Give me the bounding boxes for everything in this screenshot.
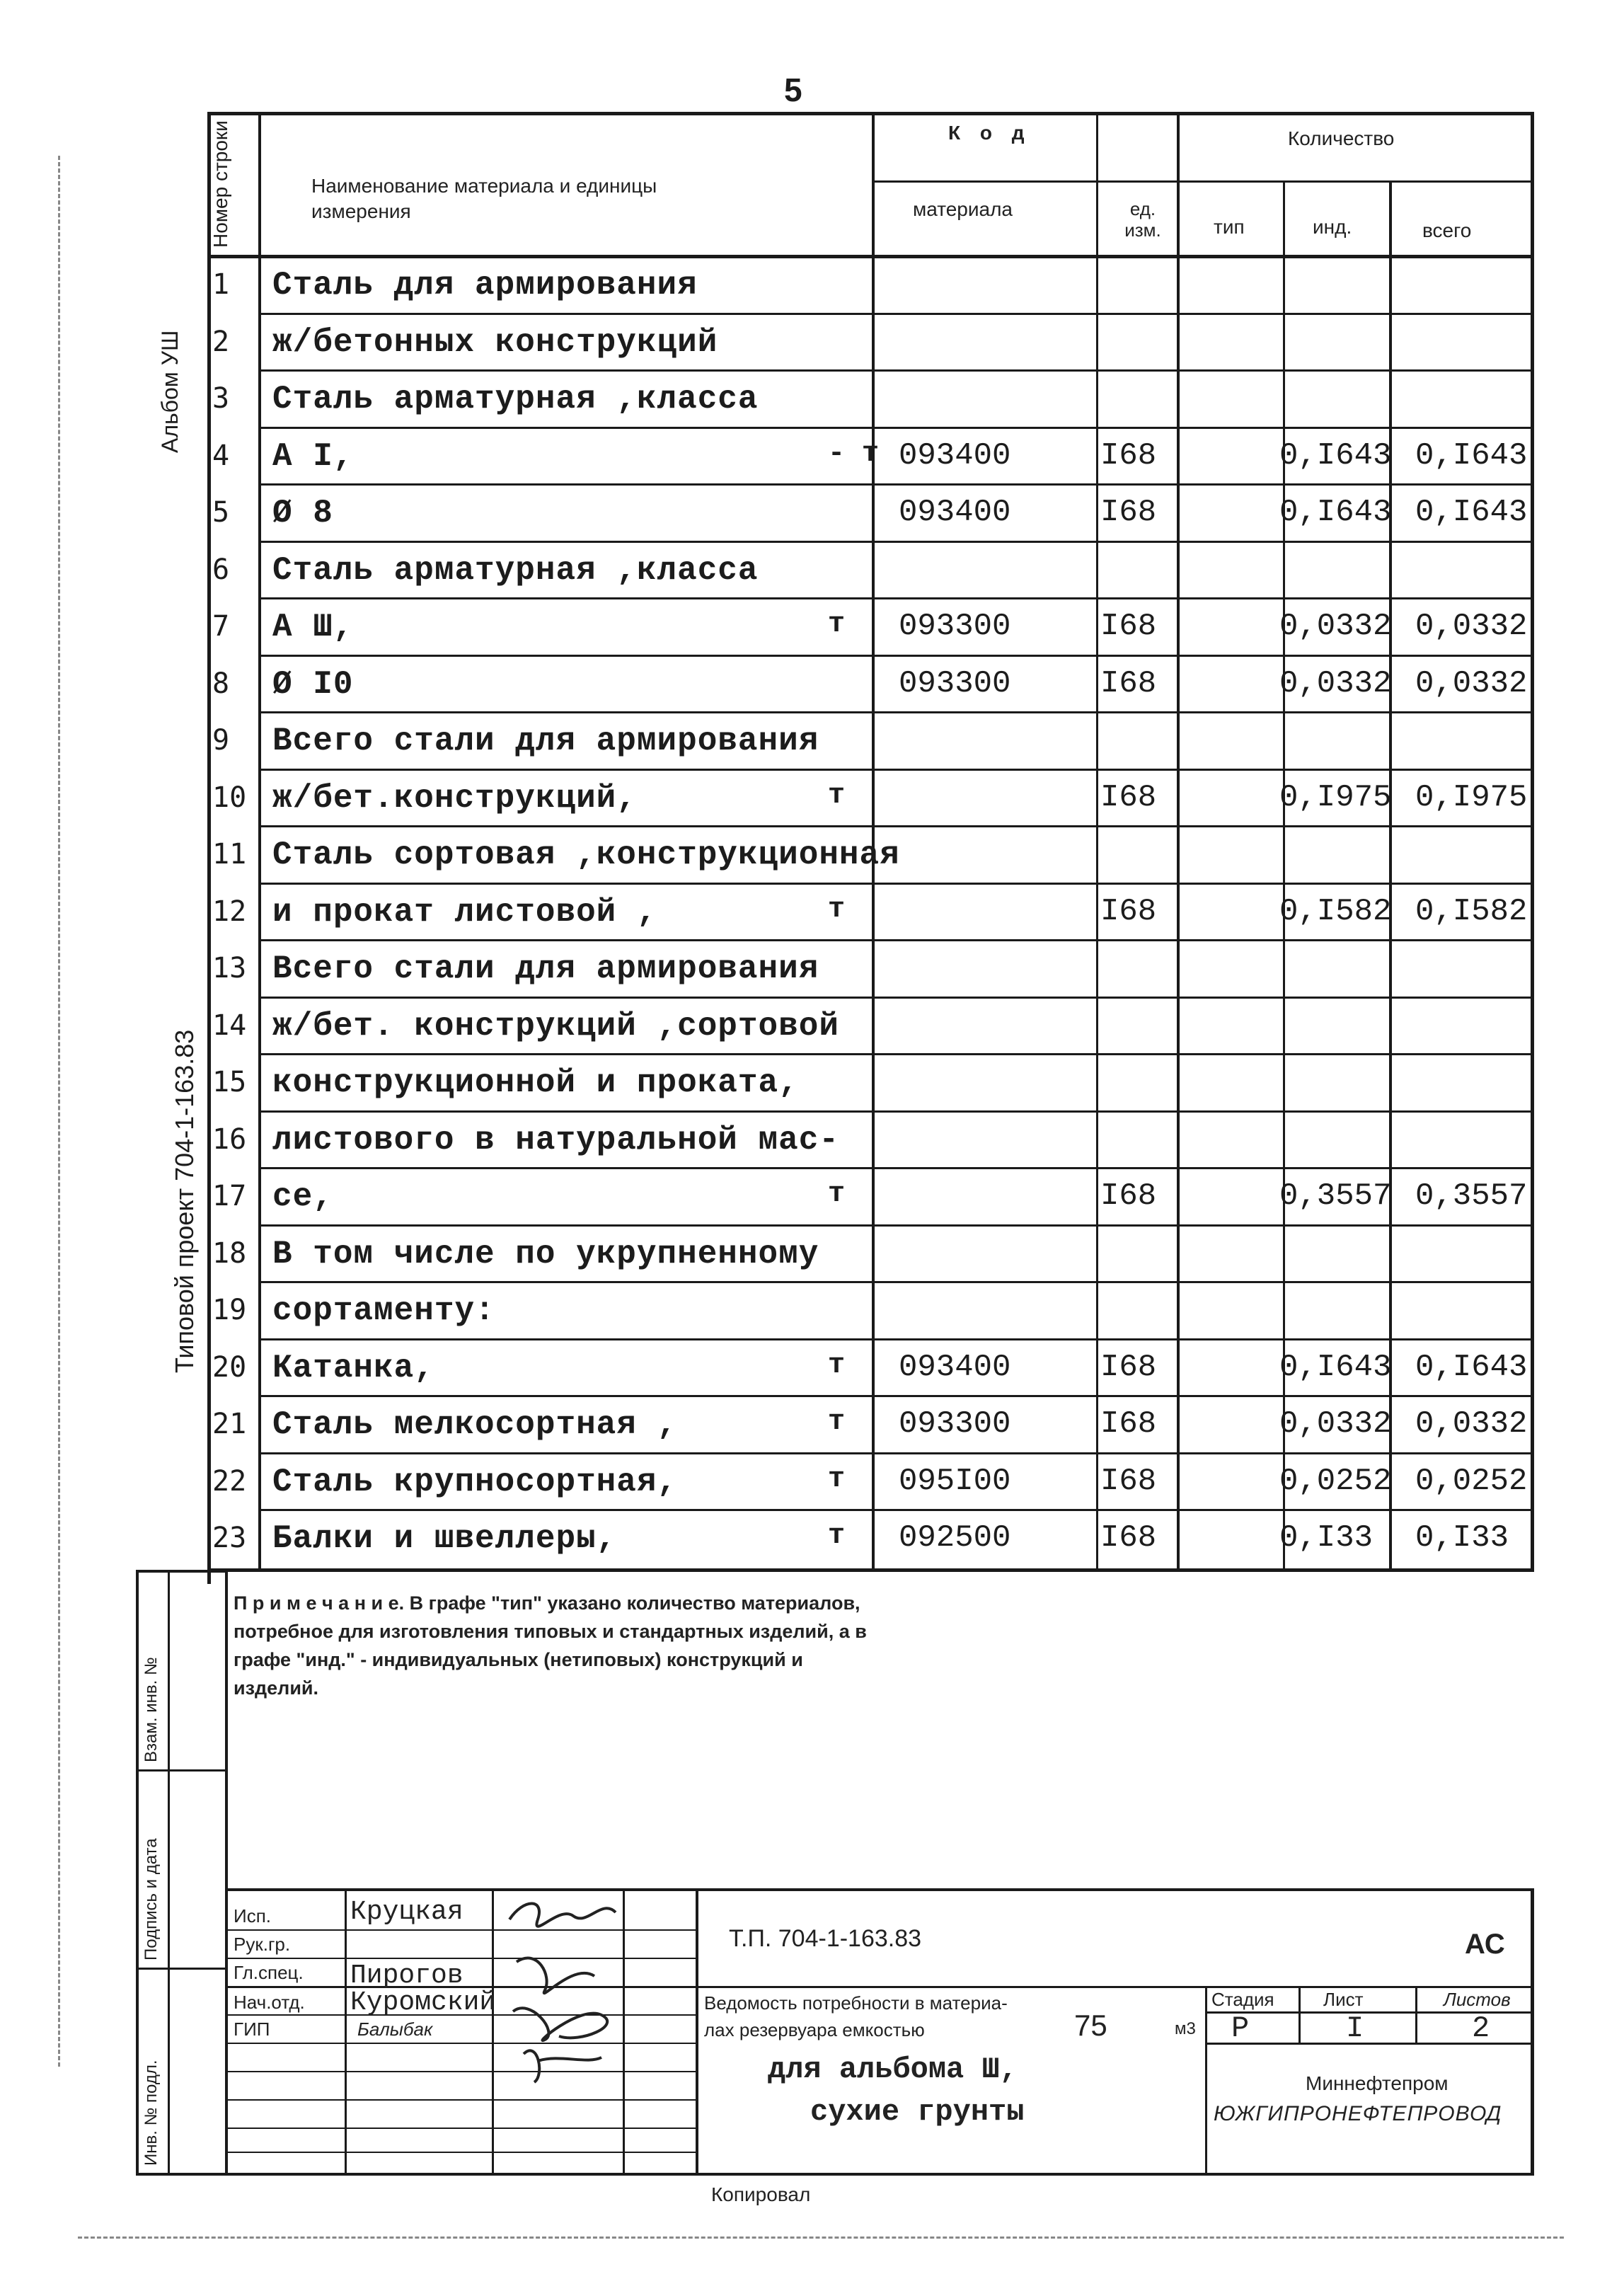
row-divider: [261, 1167, 1531, 1169]
row-number: 18: [212, 1236, 247, 1270]
tb-capacity-unit: м3: [1175, 2019, 1196, 2038]
tb-role-4: Нач.отд.: [234, 1992, 305, 2013]
row-number: 3: [212, 382, 230, 415]
row-name: Ø I0: [272, 665, 354, 703]
row-name: Всего стали для армирования: [272, 723, 819, 759]
row-total: 0,I975: [1415, 779, 1528, 815]
table-border-top: [207, 112, 1534, 115]
tb-role-line-7: [228, 2128, 698, 2129]
row-unit: т: [828, 1406, 846, 1438]
row-name: Катанка,: [272, 1349, 434, 1386]
project-label: Типовой проект 704-1-163.83: [170, 1029, 199, 1373]
bottom-dashed-line: [78, 2237, 1564, 2241]
tb-stage: Р: [1231, 2011, 1250, 2045]
row-total: 0,3557: [1415, 1178, 1528, 1214]
tb-right: [1531, 1888, 1534, 2175]
row-code: 093300: [899, 609, 1011, 644]
row-ind: 0,I643: [1279, 495, 1392, 530]
row-number: 10: [212, 781, 247, 814]
row-number: 1: [212, 268, 230, 301]
row-total: 0,I582: [1415, 893, 1528, 929]
header-code-material: материала: [913, 198, 1013, 220]
tb-bottom: [228, 2173, 1534, 2176]
row-code: 093400: [899, 437, 1011, 473]
row-ind: 0,I582: [1279, 893, 1392, 929]
row-divider: [261, 711, 1531, 713]
row-name: Сталь для армирования: [272, 267, 698, 304]
tb-org-line-1: Миннефтепром: [1306, 2072, 1449, 2094]
row-ed: I68: [1100, 1406, 1157, 1442]
row-ind: 0,I643: [1279, 1349, 1392, 1385]
row-ind: 0,0252: [1279, 1463, 1392, 1499]
row-code: 095I00: [899, 1463, 1011, 1499]
header-subdivider: [872, 180, 1534, 183]
stamp-left-border: [136, 1570, 139, 2175]
row-divider: [261, 655, 1531, 657]
row-number: 9: [212, 724, 230, 757]
row-code: 093400: [899, 495, 1011, 530]
tb-col-name: [492, 1888, 494, 2175]
tb-name-5: Балыбак: [357, 2019, 433, 2040]
tb-role-1: Исп.: [234, 1905, 271, 1927]
row-name: Всего стали для армирования: [272, 951, 819, 987]
row-divider: [261, 483, 1531, 486]
row-number: 15: [212, 1066, 247, 1098]
margin-dashed-line: [58, 156, 62, 2067]
row-ed: I68: [1100, 1463, 1157, 1499]
stamp-label-sign: Подпись и дата: [142, 1838, 161, 1960]
stamp-inner-line: [168, 1570, 170, 2175]
row-number: 17: [212, 1180, 247, 1212]
row-unit: т: [828, 609, 846, 641]
row-divider: [261, 541, 1531, 543]
row-code: 093400: [899, 1349, 1011, 1385]
header-code-group: К о д: [948, 122, 1032, 144]
header-code-unit: ед. изм.: [1124, 198, 1161, 241]
row-ed: I68: [1100, 893, 1157, 929]
page-number: 5: [784, 71, 802, 108]
row-code: 093300: [899, 665, 1011, 701]
note-text: П р и м е ч а н и е. В графе "тип" указано количество материалов, потребное для изготовления типовых и стандартных изделий, а в графе "инд." - индивидуальных (нетиповых) конструкций и изделий.: [234, 1592, 867, 1699]
row-number: 7: [212, 610, 230, 643]
row-name: Сталь сортовая ,конструкционная: [272, 837, 900, 873]
row-name: се,: [272, 1178, 333, 1215]
row-ind: 0,0332: [1279, 665, 1392, 701]
row-total: 0,I643: [1415, 1349, 1528, 1385]
row-divider: [261, 1224, 1531, 1227]
row-divider: [261, 1281, 1531, 1283]
row-unit: т: [828, 1178, 846, 1210]
row-number: 19: [212, 1294, 247, 1326]
stamp-right-border: [225, 1570, 228, 2175]
row-divider: [261, 997, 1531, 999]
row-divider: [261, 1110, 1531, 1113]
row-total: 0,0332: [1415, 609, 1528, 644]
header-qty-type: тип: [1214, 216, 1245, 238]
row-name: А I,: [272, 437, 354, 475]
row-code: 093300: [899, 1406, 1011, 1442]
tb-title-line-2: сухие грунты: [810, 2095, 1025, 2129]
row-code: 092500: [899, 1520, 1011, 1556]
row-number: 8: [212, 667, 230, 700]
row-divider: [261, 1338, 1531, 1340]
tb-col-stage: [1205, 1986, 1207, 2173]
row-name: Ø 8: [272, 495, 333, 532]
tb-name-1: Круцкая: [350, 1897, 463, 1927]
stamp-label-replace: Взам. инв. №: [142, 1657, 161, 1762]
stamp-top: [136, 1570, 228, 1573]
row-name: Сталь арматурная ,класса: [272, 551, 759, 589]
stamp-bottom: [136, 2173, 228, 2176]
row-divider: [261, 883, 1531, 885]
row-name: и прокат листовой ,: [272, 893, 657, 931]
row-ind: 0,I643: [1279, 437, 1392, 473]
tb-capacity: 75: [1074, 2009, 1107, 2042]
row-name: А Ш,: [272, 609, 354, 645]
stamp-div-2: [136, 1968, 228, 1970]
row-name: Балки и швеллеры,: [272, 1520, 617, 1557]
tb-mark: АС: [1465, 1929, 1505, 1960]
row-divider: [261, 369, 1531, 372]
tb-org-line-2: ЮЖГИПРОНЕФТЕПРОВОД: [1214, 2102, 1502, 2125]
col-divider-code: [1096, 112, 1098, 1570]
row-number: 22: [212, 1464, 247, 1498]
row-name: ж/бет.конструкций,: [272, 779, 637, 817]
row-ed: I68: [1100, 609, 1157, 644]
row-number: 16: [212, 1122, 247, 1156]
row-ed: I68: [1100, 437, 1157, 473]
row-number: 13: [212, 952, 247, 984]
header-qty-total: всего: [1422, 219, 1472, 241]
row-divider: [261, 769, 1531, 771]
row-divider: [261, 1053, 1531, 1055]
row-number: 11: [212, 838, 247, 871]
tb-name-3: Пирогов: [350, 1960, 463, 1991]
row-ind: 0,3557: [1279, 1178, 1392, 1214]
header-qty-group: Количество: [1288, 127, 1395, 149]
table-border-bottom: [207, 1568, 1534, 1572]
row-ind: 0,0332: [1279, 1406, 1392, 1442]
table-border-right: [1531, 112, 1534, 1570]
tb-col-sheet: [1298, 1986, 1301, 2043]
row-unit: т: [828, 893, 846, 926]
row-number: 2: [212, 325, 230, 358]
col-divider-rownum: [258, 112, 261, 1570]
row-ind: 0,I33: [1279, 1520, 1374, 1556]
tb-sheets-label: Листов: [1444, 1989, 1511, 2010]
row-total: 0,I33: [1415, 1520, 1509, 1556]
col-divider-unit: [1177, 112, 1180, 1570]
row-number: 14: [212, 1009, 247, 1042]
header-bottom: [207, 255, 1534, 258]
row-unit: т: [828, 779, 846, 812]
stamp-label-inv: Инв. № подл.: [142, 2060, 161, 2166]
row-name: Сталь крупносортная,: [272, 1463, 678, 1500]
header-qty-ind: инд.: [1313, 216, 1352, 238]
tb-sheet-label: Лист: [1323, 1989, 1364, 2010]
row-divider: [261, 1452, 1531, 1454]
signatures-icon: [495, 1891, 637, 2125]
tb-copied: Копировал: [711, 2183, 811, 2205]
row-ind: 0,I975: [1279, 779, 1392, 815]
row-name: конструкционной и проката,: [272, 1064, 799, 1101]
row-ed: I68: [1100, 779, 1157, 815]
tb-col-sheets: [1415, 1986, 1417, 2043]
row-ed: I68: [1100, 495, 1157, 530]
row-number: 23: [212, 1522, 247, 1554]
tb-col-role: [345, 1888, 347, 2175]
tb-name-4: Куромский: [350, 1987, 496, 2018]
row-divider: [261, 1395, 1531, 1397]
row-divider: [261, 825, 1531, 827]
row-total: 0,I643: [1415, 437, 1528, 473]
row-ed: I68: [1100, 1178, 1157, 1214]
table-border-left: [207, 112, 211, 1584]
row-unit: т: [828, 1463, 846, 1495]
row-name: сортаменту:: [272, 1292, 495, 1329]
tb-stage-label: Стадия: [1211, 1989, 1274, 2010]
tb-desc-line-2: лах резервуара емкостью: [704, 2019, 925, 2040]
tb-role-line-8: [228, 2152, 698, 2153]
tb-sheet: I: [1346, 2011, 1364, 2045]
row-total: 0,0332: [1415, 1406, 1528, 1442]
row-unit: т: [828, 1520, 846, 1552]
row-name: Сталь арматурная ,класса: [272, 381, 759, 418]
row-name: листового в натуральной мас-: [272, 1121, 839, 1159]
row-divider: [261, 1509, 1531, 1511]
tb-col-date: [696, 1888, 698, 2175]
row-number: 5: [212, 496, 230, 529]
row-ed: I68: [1100, 1349, 1157, 1385]
tb-role-2: Рук.гр.: [234, 1934, 291, 1955]
row-number: 6: [212, 553, 230, 586]
row-number: 4: [212, 439, 230, 472]
row-unit: - т: [828, 437, 880, 470]
row-divider: [261, 427, 1531, 429]
row-divider: [261, 939, 1531, 941]
tb-role-3: Гл.спец.: [234, 1962, 304, 1983]
row-total: 0,I643: [1415, 495, 1528, 530]
tb-role-5: ГИП: [234, 2019, 270, 2040]
tb-doc-code: Т.П. 704-1-163.83: [729, 1925, 922, 1952]
row-name: Сталь мелкосортная ,: [272, 1406, 678, 1443]
tb-desc-line-1: Ведомость потребности в материа-: [704, 1992, 1008, 2014]
row-ed: I68: [1100, 665, 1157, 701]
album-label: Альбом УШ: [157, 330, 183, 453]
row-name: ж/бет. конструкций ,сортовой: [272, 1007, 839, 1045]
tb-title-line-1: для альбома Ш,: [768, 2052, 1018, 2086]
row-total: 0,0252: [1415, 1463, 1528, 1499]
row-ind: 0,0332: [1279, 609, 1392, 644]
row-name: В том числе по укрупненному: [272, 1235, 819, 1273]
stamp-div-1: [136, 1769, 228, 1772]
row-number: 20: [212, 1350, 247, 1384]
header-name: Наименование материала и единицы измерения: [311, 175, 657, 222]
row-divider: [261, 313, 1531, 315]
row-total: 0,0332: [1415, 665, 1528, 701]
tb-top: [228, 1888, 1534, 1891]
tb-sheets: 2: [1472, 2011, 1490, 2045]
row-number: 21: [212, 1408, 247, 1440]
row-ed: I68: [1100, 1520, 1157, 1556]
row-number: 12: [212, 895, 247, 928]
header-row-number: Номер строки: [209, 120, 231, 248]
row-name: ж/бетонных конструкций: [272, 323, 718, 361]
row-divider: [261, 597, 1531, 599]
row-unit: т: [828, 1349, 846, 1382]
